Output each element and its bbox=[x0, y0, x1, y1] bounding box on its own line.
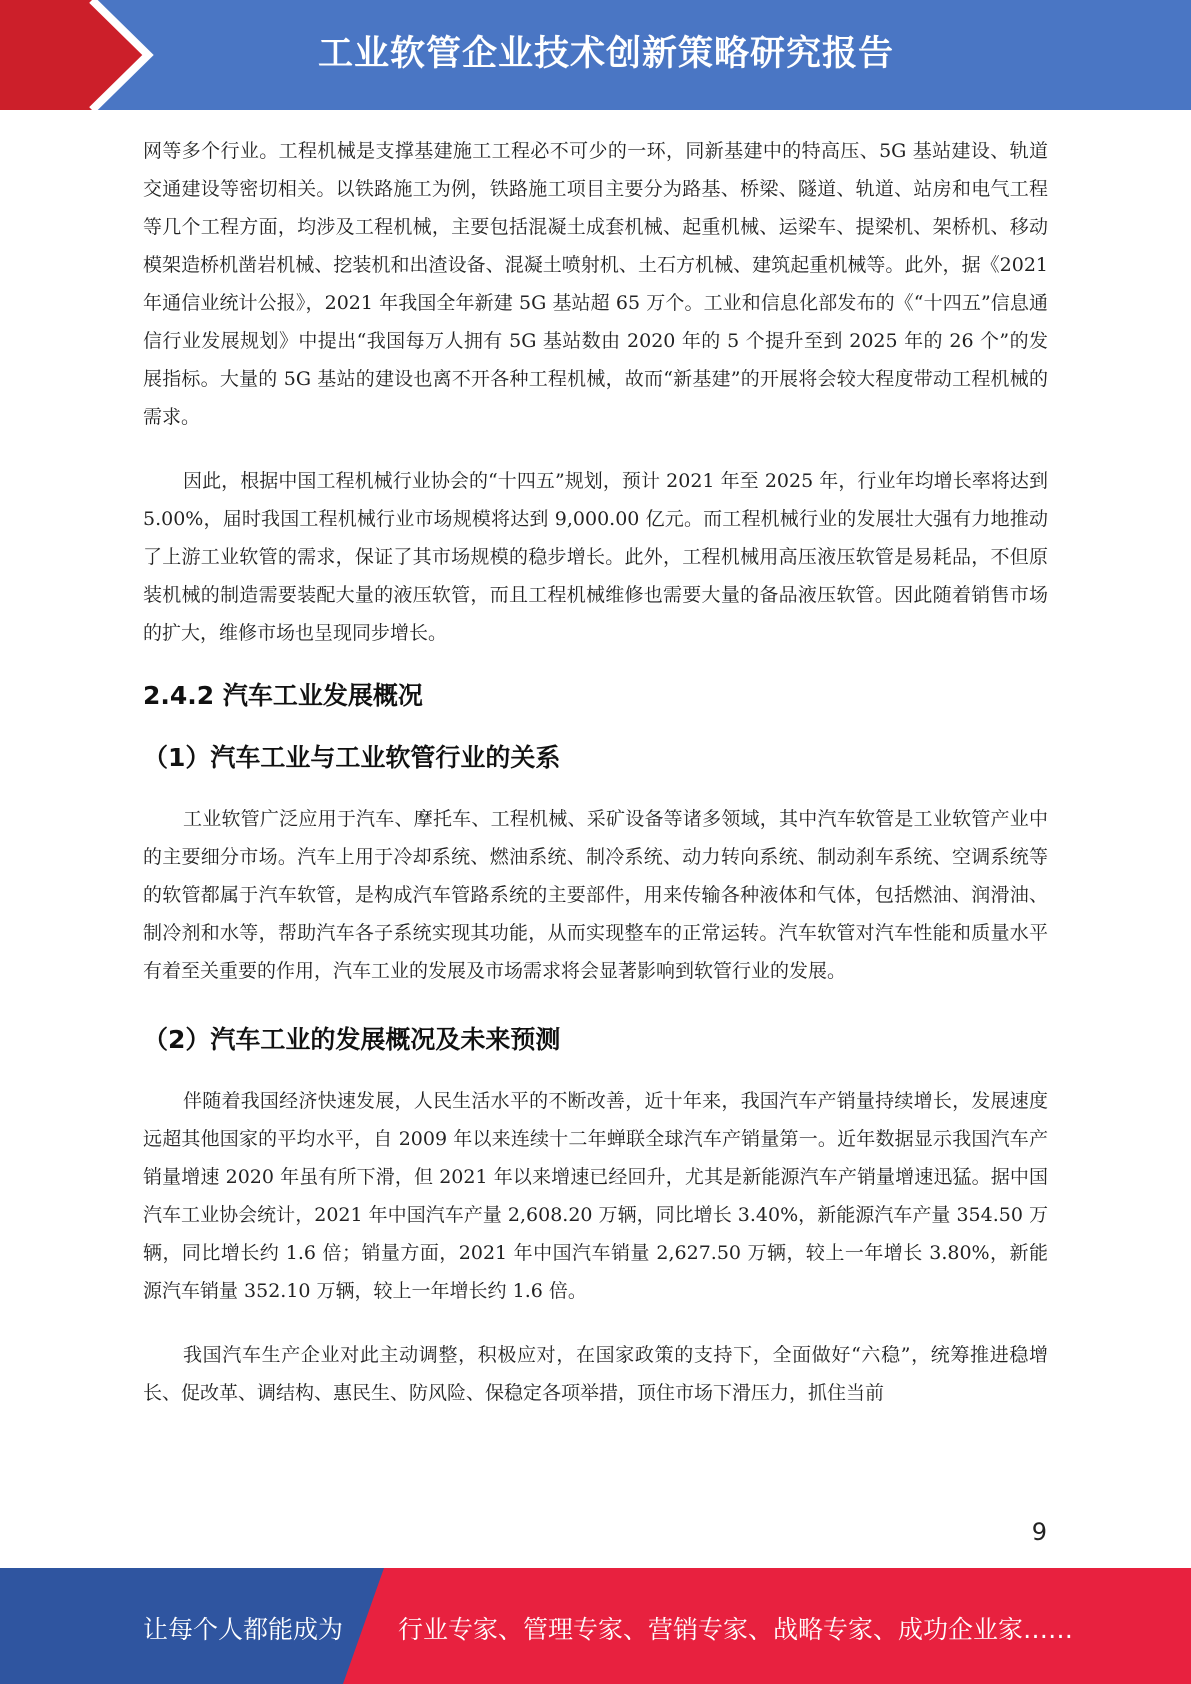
paragraph-spacer bbox=[143, 1310, 1048, 1336]
page-number: 9 bbox=[1031, 1518, 1047, 1546]
subsection-heading: （2）汽车工业的发展概况及未来预测 bbox=[143, 1025, 561, 1054]
document-body bbox=[143, 132, 1048, 1412]
subsection-heading: （1）汽车工业与工业软管行业的关系 bbox=[143, 743, 561, 772]
footer-slogan-right: 行业专家、管理专家、营销专家、战略专家、成功企业家…… bbox=[398, 1615, 1074, 1644]
paragraph-spacer bbox=[143, 436, 1048, 462]
body-paragraph: 我国汽车生产企业对此主动调整，积极应对，在国家政策的支持下，全面做好“六稳”，统筹推进稳增长、促改革、调结构、惠民生、防风险、保稳定各项举措，顶住市场下滑压力，抓住当前 bbox=[143, 1344, 1048, 1404]
section-heading: 2.4.2 汽车工业发展概况 bbox=[143, 681, 423, 710]
red-arrow-shape bbox=[0, 0, 148, 110]
page-footer bbox=[0, 1568, 1191, 1684]
header-arrow-decoration bbox=[0, 0, 160, 110]
page-header bbox=[0, 0, 1191, 110]
body-paragraph: 网等多个行业。工程机械是支撑基建施工工程必不可少的一环，同新基建中的特高压、5G 基站建设、轨道交通建设等密切相关。以铁路施工为例，铁路施工项目主要分为路基、桥梁、隧道、轨道、站房和电气工程等几个工程方面，均涉及工程机械，主要包括混凝土成套机械、起重机械、运梁车、提梁机、架桥机、移动模架造桥机凿岩机械、挖装机和出渣设备、混凝土喷射机、土石方机械、建筑起重机械等。此外，据《2021 年通信业统计公报》，2021 年我国全年新建 5G 基站超 65 万个。工业和信息化部发布的《“十四五”信息通信行业发展规划》中提出“我国每万人拥有 5G 基站数由 2020 年的 5 个提升至到 2025 年的 26 个”的发展指标。大量的 5G 基站的建设也离不开各种工程机械，故而“新基建”的开展将会较大程度带动工程机械的需求。 bbox=[143, 140, 1048, 428]
body-paragraph: 因此，根据中国工程机械行业协会的“十四五”规划，预计 2021 年至 2025 年，行业年均增长率将达到 5.00%，届时我国工程机械行业市场规模将达到 9,000.00 亿元。而工程机械行业的发展壮大强有力地推动了上游工业软管的需求，保证了其市场规模的稳步增长。此外，工程机械用高压液压软管是易耗品，不但原装机械的制造需要装配大量的液压软管，而且工程机械维修也需要大量的备品液压软管。因此随着销售市场的扩大，维修市场也呈现同步增长。 bbox=[143, 470, 1048, 644]
report-title: 工业软管企业技术创新策略研究报告 bbox=[318, 34, 895, 74]
body-paragraph: 工业软管广泛应用于汽车、摩托车、工程机械、采矿设备等诸多领域，其中汽车软管是工业软管产业中的主要细分市场。汽车上用于冷却系统、燃油系统、制冷系统、动力转向系统、制动刹车系统、空调系统等的软管都属于汽车软管，是构成汽车管路系统的主要部件，用来传输各种液体和气体，包括燃油、润滑油、制冷剂和水等，帮助汽车各子系统实现其功能，从而实现整车的正常运转。汽车软管对汽车性能和质量水平有着至关重要的作用，汽车工业的发展及市场需求将会显著影响到软管行业的发展。 bbox=[143, 808, 1048, 982]
footer-slogan-left: 让每个人都能成为 bbox=[143, 1615, 344, 1644]
body-paragraph: 伴随着我国经济快速发展，人民生活水平的不断改善，近十年来，我国汽车产销量持续增长，发展速度远超其他国家的平均水平，自 2009 年以来连续十二年蝉联全球汽车产销量第一。近年数据显示我国汽车产销量增速 2020 年虽有所下滑，但 2021 年以来增速已经回升，尤其是新能源汽车产销量增速迅猛。据中国汽车工业协会统计，2021 年中国汽车产量 2,608.20 万辆，同比增长 3.40%，新能源汽车产量 354.50 万辆，同比增长约 1.6 倍；销量方面，2021 年中国汽车销量 2,627.50 万辆，较上一年增长 3.80%，新能源汽车销量 352.10 万辆，较上一年增长约 1.6 倍。 bbox=[143, 1090, 1048, 1302]
